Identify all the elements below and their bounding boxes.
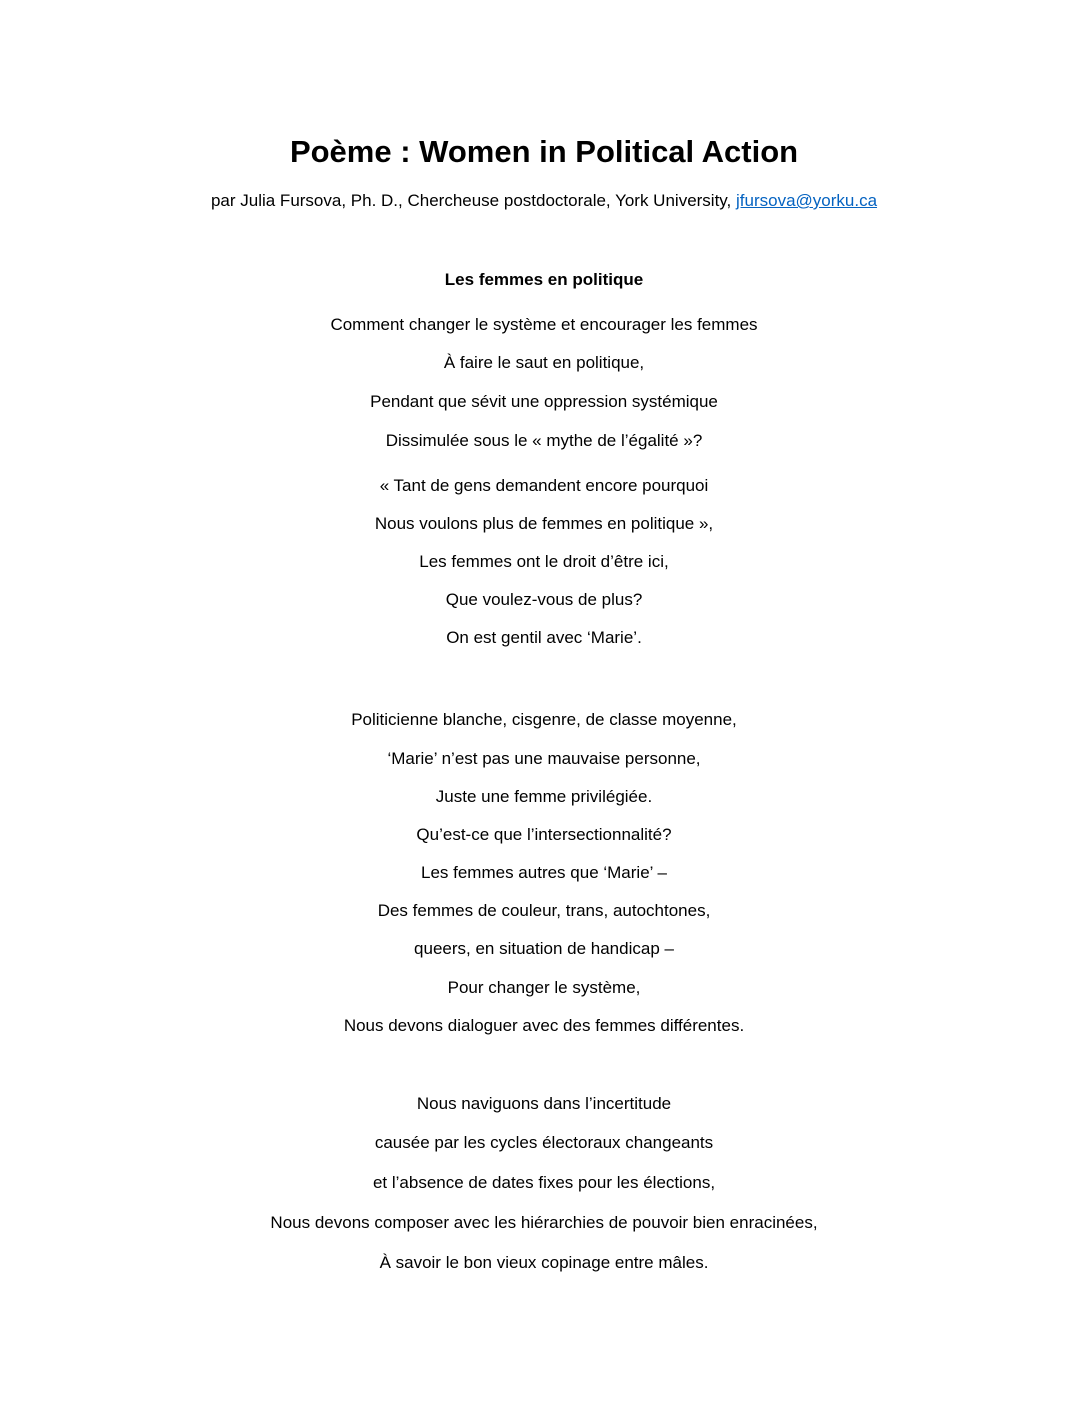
poem-line: À savoir le bon vieux copinage entre mâles. (379, 1253, 709, 1272)
author-byline (0, 188, 1088, 214)
poem-line: Les femmes autres que ‘Marie’ – (421, 863, 667, 882)
poem-line: À faire le saut en politique, (443, 353, 645, 372)
poem-line: Nous naviguons dans l’incertitude (416, 1094, 672, 1113)
byline-text: par Julia Fursova, Ph. D., Chercheuse postdoctorale, York University, (210, 191, 736, 210)
poem-line: Les femmes ont le droit d’être ici, (419, 552, 669, 571)
poem-line: Juste une femme privilégiée. (435, 787, 653, 806)
poem-line: queers, en situation de handicap – (414, 939, 674, 958)
poem-line: Pendant que sévit une oppression systémique (370, 392, 718, 411)
poem-line: Qu’est-ce que l’intersectionnalité? (416, 825, 672, 844)
document-title: Poème : Women in Political Action (289, 134, 799, 169)
poem-line: On est gentil avec ‘Marie’. (446, 628, 642, 647)
author-email-link[interactable]: jfursova@yorku.ca (736, 191, 878, 210)
poem-line: Politicienne blanche, cisgenre, de classe moyenne, (351, 710, 737, 729)
poem-line: causée par les cycles électoraux changeants (374, 1133, 714, 1152)
poem-line: ‘Marie’ n’est pas une mauvaise personne, (387, 749, 701, 768)
poem-line: « Tant de gens demandent encore pourquoi (379, 476, 709, 495)
poem-line: Que voulez-vous de plus? (445, 590, 643, 609)
poem-line: Comment changer le système et encourager les femmes (330, 315, 758, 334)
poem-line: Nous devons dialoguer avec des femmes différentes. (343, 1016, 745, 1035)
poem-title: Les femmes en politique (444, 270, 644, 289)
poem-line: Pour changer le système, (447, 978, 641, 997)
poem-line: Dissimulée sous le « mythe de l’égalité »? (385, 431, 703, 450)
poem-line: Nous voulons plus de femmes en politique », (374, 514, 714, 533)
poem-line: et l’absence de dates fixes pour les élections, (372, 1173, 716, 1192)
poem-line: Nous devons composer avec les hiérarchies de pouvoir bien enracinées, (270, 1213, 818, 1232)
poem-line: Des femmes de couleur, trans, autochtones, (377, 901, 711, 920)
